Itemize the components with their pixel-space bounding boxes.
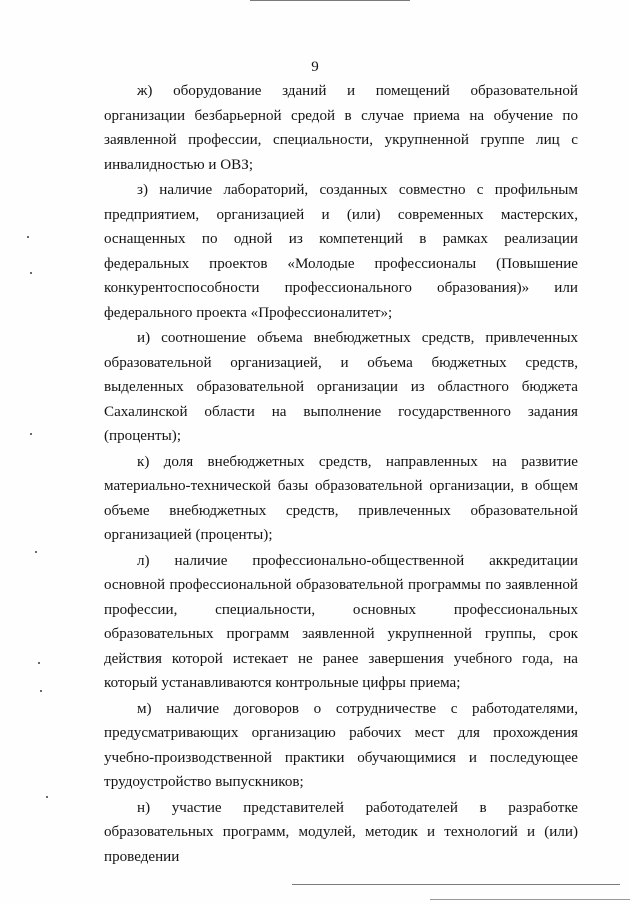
item-label: н) [137,799,151,816]
item-text: наличие договоров о сотрудничестве с работодателями, предусматривающих организацию рабочих мест для прохождения учебно-производственной практики обучающимися и последующее трудоустройство выпускников; [104,700,578,790]
scan-speck [40,690,42,692]
item-label: ж) [137,83,153,99]
scan-speck [38,662,40,664]
page-number: 9 [311,59,319,75]
document-body [104,79,578,869]
list-item [104,549,578,696]
item-label: з) [137,182,148,198]
list-item [104,450,578,548]
list-item [104,79,578,177]
scan-speck [30,272,32,274]
scan-speck [46,796,48,798]
scan-speck [30,433,32,435]
scan-speck [35,551,37,553]
scan-edge-top [250,0,410,1]
item-text: соотношение объема внебюджетных средств, привлеченных образовательной организацией, и объема бюджетных средств, выделенных образовательной организации из областного бюджета Сахалинской области на выполнение государственного задания (проценты); [104,330,579,444]
list-item [104,326,578,449]
list-item [104,697,578,795]
scan-edge-bottom-right [430,899,630,900]
item-text: доля внебюджетных средств, направленных на развитие материально-технической базы образовательной организации, в общем объеме внебюджетных средств, привлеченных образовательной организацией (проценты); [104,453,578,543]
item-text: наличие профессионально-общественной аккредитации основной профессиональной образовательной программы по заявленной профессии, специальности, основных профессиональных образовательных программ заявленной укрупненной группы, срок действия которой истекает не ранее завершения учебного года, на который устанавливаются контрольные цифры приема; [104,552,578,691]
item-text: наличие лабораторий, созданных совместно с профильным предприятием, организацией и (или) современных мастерских, оснащенных по одной из компетенций в рамках реализации федеральных проектов «Молодые профессионалы (Повышение конкурентоспособности профессионального образования)» или федерального проекта «Профессионалитет»; [104,182,578,321]
item-text: участие представителей работодателей в разработке образовательных программ, модулей, методик и технологий и (или) проведении [104,799,578,865]
scan-speck [27,236,29,238]
scan-edge-bottom [292,884,620,885]
item-label: л) [137,552,150,569]
item-label: и) [137,330,151,346]
list-item [104,796,578,870]
list-item [104,178,578,325]
item-label: м) [137,700,152,717]
item-label: к) [137,453,150,470]
item-text: оборудование зданий и помещений образовательной организации безбарьерной средой в случае приема на обучение по заявленной профессии, специальности, укрупненной группе лиц с инвалидностью и ОВЗ; [104,83,578,173]
